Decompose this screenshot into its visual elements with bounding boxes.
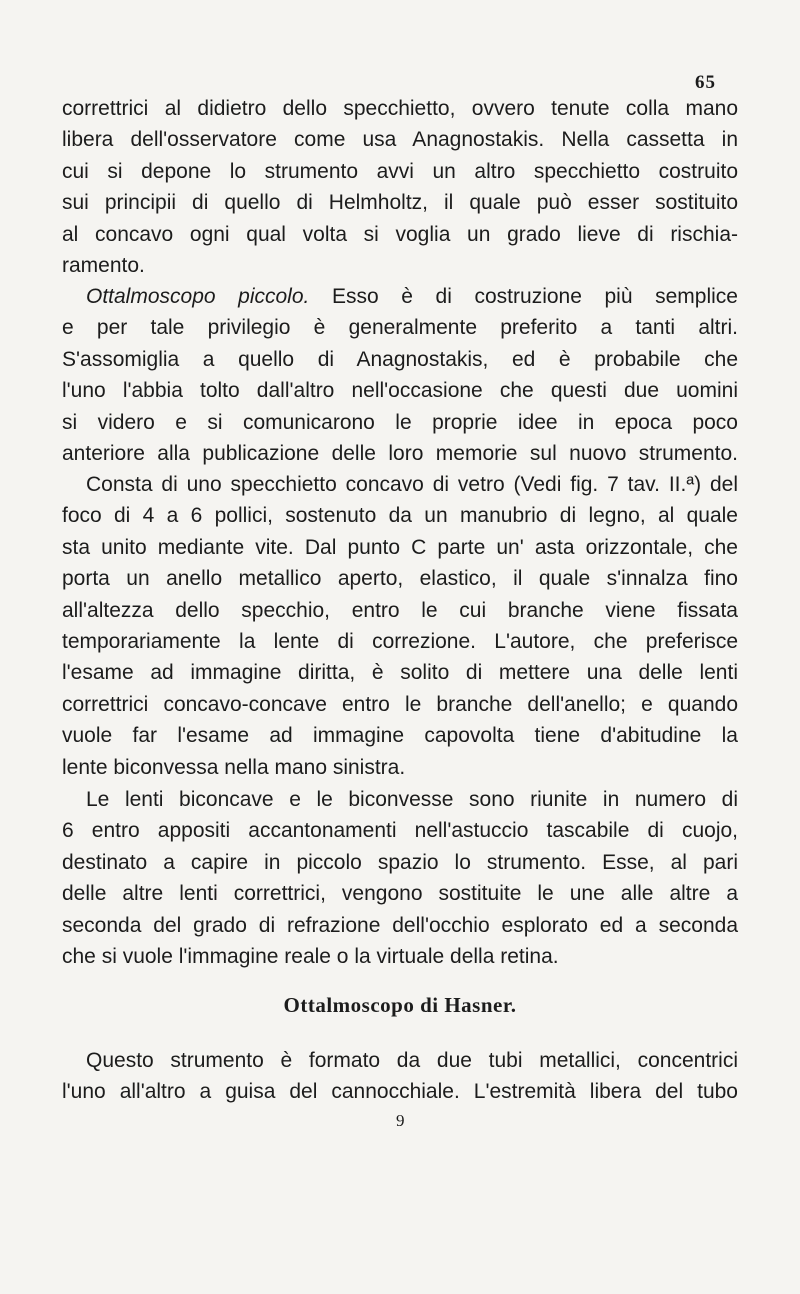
paragraph-1 — [62, 93, 738, 281]
text-line: al concavo ogni qual volta si voglia un grado lieve di rischia- — [62, 222, 738, 246]
text-line: Le lenti biconcave e le biconvesse sono riunite in numero di — [86, 788, 738, 811]
text-line: correttrici concavo-concave entro le branche dell'anello; e quando — [62, 692, 738, 716]
text-line: libera dell'osservatore come usa Anagnostakis. Nella cassetta in — [62, 128, 738, 152]
text-line: seconda del grado di refrazione dell'occhio esplorato ed a seconda — [62, 913, 738, 937]
text-line: si videro e si comunicarono le proprie idee in epoca poco — [62, 410, 738, 434]
italic-heading: Ottalmoscopo piccolo. — [86, 285, 310, 308]
text-line: 6 entro appositi accantonamenti nell'astuccio tascabile di cuojo, — [62, 819, 738, 843]
text-line: delle altre lenti correttrici, vengono sostituite le une alle altre a — [62, 882, 738, 906]
paragraph-3 — [62, 469, 738, 783]
text-line: S'assomiglia a quello di Anagnostakis, ed è probabile che — [62, 347, 738, 371]
text-line: destinato a capire in piccolo spazio lo strumento. Esse, al pari — [62, 850, 738, 874]
text-line: sui principii di quello di Helmholtz, il quale può esser sostituito — [62, 191, 738, 215]
text-line — [62, 281, 738, 312]
text-line: foco di 4 a 6 pollici, sostenuto da un manubrio di legno, al quale — [62, 504, 738, 528]
text-line: l'esame ad immagine diritta, è solito di mettere una delle lenti — [62, 661, 738, 685]
text-line: correttrici al didietro dello specchietto, ovvero tenute colla mano — [62, 97, 738, 120]
text-line: sta unito mediante vite. Dal punto C parte un' asta orizzontale, che — [62, 535, 738, 559]
text-line: Questo strumento è formato da due tubi metallici, concentrici — [86, 1049, 738, 1072]
page-number: 65 — [695, 72, 716, 93]
text-line: l'uno all'altro a guisa del cannocchiale. L'estremità libera del tubo — [62, 1080, 738, 1104]
text-run: Esso è di costruzione più semplice — [309, 285, 738, 308]
text-line: temporariamente la lente di correzione. L'autore, che preferisce — [62, 629, 738, 653]
text-line: Consta di uno specchietto concavo di vetro (Vedi fig. 7 tav. II.ª) del — [86, 473, 738, 496]
text-line: all'altezza dello specchio, entro le cui branche viene fissata — [62, 598, 738, 622]
text-line: l'uno l'abbia tolto dall'altro nell'occasione che questi due uomini — [62, 379, 738, 403]
text-line: che si vuole l'immagine reale o la virtuale della retina. — [62, 944, 559, 968]
paragraph-2 — [62, 281, 738, 469]
paragraph-5 — [62, 1045, 738, 1108]
section-heading: Ottalmoscopo di Hasner. — [283, 993, 517, 1017]
text-line: lente biconvessa nella mano sinistra. — [62, 755, 406, 779]
paragraph-4 — [62, 784, 738, 972]
text-line: ramento. — [62, 253, 145, 277]
text-line: e per tale privilegio è generalmente preferito a tanti altri. — [62, 316, 738, 340]
signature-mark: 9 — [396, 1111, 405, 1130]
text-line: vuole far l'esame ad immagine capovolta tiene d'abitudine la — [62, 724, 738, 748]
text-line: porta un anello metallico aperto, elastico, il quale s'innalza fino — [62, 567, 738, 591]
text-line: cui si depone lo strumento avvi un altro specchietto costruito — [62, 159, 738, 183]
text-line: anteriore alla publicazione delle loro memorie sul nuovo strumento. — [62, 441, 738, 465]
